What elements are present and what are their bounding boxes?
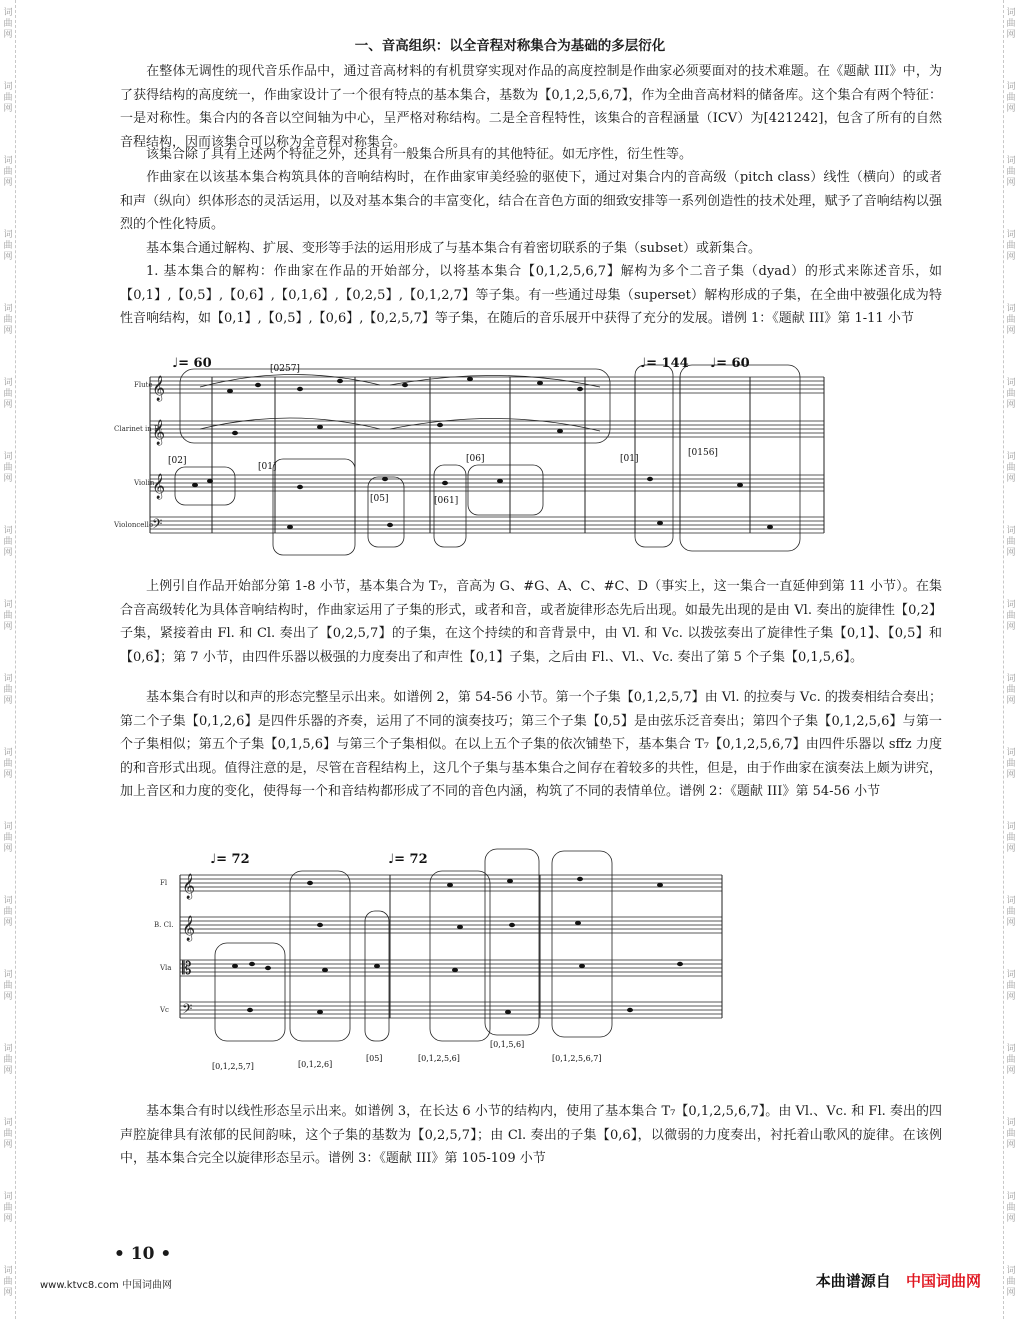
- watermark-group: [1, 970, 15, 1003]
- watermark-char: 曲: [3, 611, 13, 621]
- watermark-char: 网: [3, 326, 13, 336]
- watermark-char: 曲: [1006, 315, 1016, 325]
- watermark-char: 曲: [3, 981, 13, 991]
- watermark-group: [1004, 156, 1018, 189]
- watermark-char: 词: [3, 1118, 13, 1128]
- watermark-char: 网: [3, 474, 13, 484]
- watermark-char: 词: [1006, 1118, 1016, 1128]
- watermark-char: 词: [1006, 748, 1016, 758]
- watermark-char: 曲: [3, 167, 13, 177]
- watermark-group: [1, 304, 15, 337]
- watermark-char: 词: [3, 526, 13, 536]
- watermark-char: 曲: [1006, 241, 1016, 251]
- watermark-char: 词: [1006, 82, 1016, 92]
- watermark-group: [1, 822, 15, 855]
- label-061: [061]: [434, 496, 459, 506]
- watermark-char: 词: [3, 822, 13, 832]
- watermark-char: 曲: [1006, 759, 1016, 769]
- watermark-char: 词: [1006, 156, 1016, 166]
- watermark-char: 词: [3, 156, 13, 166]
- set-box-01b: [635, 365, 673, 547]
- footer-source: [816, 1270, 981, 1291]
- watermark-char: 网: [1006, 696, 1016, 706]
- watermark-group: [1004, 896, 1018, 929]
- label-06: [06]: [466, 454, 485, 464]
- watermark-char: 曲: [1006, 389, 1016, 399]
- watermark-char: 词: [1006, 674, 1016, 684]
- watermark-char: 曲: [3, 833, 13, 843]
- paragraph-3: 作曲家在以该基本集合构筑具体的音响结构时，在作曲家审美经验的驱使下，通过对集合内的音高级（pitch class）线性（横向）的或者和声（纵向）织体形态的灵活运用，以及对基本集合的丰富变化，结合在音色方面的细致安排等一系列创造性的技术处理，赋予了音响结构以强烈的个性化特质。: [120, 170, 942, 232]
- watermark-char: 词: [1006, 896, 1016, 906]
- label-05b: [05]: [366, 1054, 383, 1063]
- inst-bcl: B. Cl.: [154, 921, 174, 929]
- treble-clef-2: 𝄞: [152, 420, 166, 445]
- watermark-char: 曲: [3, 1277, 13, 1287]
- watermark-char: 网: [3, 844, 13, 854]
- watermark-char: 词: [3, 1192, 13, 1202]
- bass-clef: 𝄢: [152, 516, 163, 535]
- watermark-char: 曲: [1006, 981, 1016, 991]
- watermark-char: 网: [1006, 104, 1016, 114]
- watermark-char: 网: [3, 30, 13, 40]
- label-0156: [0156]: [688, 448, 718, 458]
- watermark-char: 词: [3, 8, 13, 18]
- watermark-char: 曲: [3, 463, 13, 473]
- watermark-char: 网: [3, 1288, 13, 1298]
- inst-vc: Vc: [160, 1006, 169, 1014]
- watermark-group: [1, 452, 15, 485]
- watermark-char: 曲: [3, 685, 13, 695]
- watermark-char: 词: [3, 748, 13, 758]
- treble-clef-3: 𝄞: [152, 474, 166, 499]
- set-box-01256: [430, 871, 490, 1041]
- watermark-char: 曲: [3, 19, 13, 29]
- watermark-char: 网: [1006, 178, 1016, 188]
- watermark-char: 词: [3, 896, 13, 906]
- vla-staff: [180, 960, 722, 976]
- watermark-group: [1, 526, 15, 559]
- watermark-char: 网: [1006, 1066, 1016, 1076]
- label-01257: [0,1,2,5,7]: [212, 1062, 254, 1071]
- watermark-char: 词: [3, 970, 13, 980]
- watermark-group: [1004, 378, 1018, 411]
- watermark-char: 词: [1006, 526, 1016, 536]
- watermark-group: [1004, 1266, 1018, 1299]
- watermark-group: [1, 674, 15, 707]
- watermark-char: 词: [3, 230, 13, 240]
- watermark-char: 曲: [1006, 685, 1016, 695]
- paragraph-8: 基本集合有时以线性形态呈示出来。如谱例 3，在长达 6 小节的结构内，使用了基本集合 T₇【0,1,2,5,6,7】。由 Vl.、Vc. 和 Fl. 奏出的四声腔旋律具有浓郁的民间韵味，这个子集的基数为【0,2,5,7】；由 Cl. 奏出的子集【0,6】，以微弱的力度奏出，衬托着山歌风的旋律。在该例中，基本集合完全以旋律形态呈示。谱例 3：《题献 III》第 105-109 小节: [120, 1104, 942, 1166]
- watermark-group: [1, 896, 15, 929]
- footer-site: www.ktvc8.com 中国词曲网: [40, 1280, 173, 1291]
- watermark-char: 词: [1006, 1266, 1016, 1276]
- watermark-char: 曲: [1006, 1203, 1016, 1213]
- flute-staff: [150, 377, 824, 393]
- watermark-char: 曲: [1006, 463, 1016, 473]
- paragraph-2: 该集合除了具有上述两个特征之外，还具有一般集合所具有的其他特征。如无序性，衍生性等。: [146, 147, 693, 162]
- watermark-group: [1, 230, 15, 263]
- label-02: [02]: [168, 456, 187, 466]
- set-box-05: [368, 477, 404, 547]
- watermark-char: 词: [1006, 1044, 1016, 1054]
- watermark-char: 网: [3, 770, 13, 780]
- watermark-group: [1, 378, 15, 411]
- page-number: • 10 •: [114, 1244, 172, 1264]
- watermark-char: 曲: [3, 93, 13, 103]
- label-0126: [0,1,2,6]: [298, 1060, 333, 1069]
- label-012567: [0,1,2,5,6,7]: [552, 1054, 602, 1063]
- inst-clarinet: Clarinet in B♭: [114, 425, 163, 433]
- watermark-group: [1004, 748, 1018, 781]
- watermark-char: 网: [1006, 400, 1016, 410]
- watermark-char: 网: [3, 178, 13, 188]
- watermark-char: 曲: [1006, 537, 1016, 547]
- set-box-0257: [180, 369, 610, 443]
- watermark-char: 网: [1006, 30, 1016, 40]
- watermark-char: 网: [1006, 252, 1016, 262]
- cello-staff: [150, 517, 824, 533]
- watermark-char: 词: [3, 674, 13, 684]
- watermark-char: 网: [3, 252, 13, 262]
- watermark-char: 词: [1006, 8, 1016, 18]
- watermark-char: 网: [3, 1140, 13, 1150]
- watermark-group: [1, 1044, 15, 1077]
- label-01b: [01]: [620, 454, 639, 464]
- footer-source-prefix: 本曲谱源自: [815, 1272, 891, 1290]
- watermark-group: [1, 748, 15, 781]
- watermark-char: 曲: [3, 241, 13, 251]
- watermark-char: 词: [3, 304, 13, 314]
- paragraph-4: 基本集合通过解构、扩展、变形等手法的运用形成了与基本集合有着密切联系的子集（subset）或新集合。: [146, 241, 761, 256]
- watermark-char: 网: [3, 992, 13, 1002]
- score-example-2: [154, 845, 730, 1075]
- inst-cello: Violoncello: [114, 521, 154, 529]
- alto-clef: 𝄡: [182, 959, 192, 979]
- watermark-char: 词: [1006, 822, 1016, 832]
- watermark-char: 词: [3, 600, 13, 610]
- set-box-01257: [215, 943, 285, 1041]
- set-box-06: [468, 465, 543, 515]
- tempo-a: ♩= 72: [210, 852, 250, 867]
- watermark-char: 网: [3, 918, 13, 928]
- watermark-char: 网: [3, 548, 13, 558]
- bass-clef-vc: 𝄢: [182, 1001, 193, 1020]
- treble-clef-fl: 𝄞: [182, 874, 196, 899]
- watermark-group: [1004, 1192, 1018, 1225]
- watermark-group: [1, 82, 15, 115]
- watermark-group: [1004, 1118, 1018, 1151]
- watermark-group: [1004, 526, 1018, 559]
- watermark-char: 曲: [1006, 907, 1016, 917]
- watermark-char: 词: [3, 1266, 13, 1276]
- watermark-char: 曲: [1006, 19, 1016, 29]
- watermark-char: 网: [1006, 1140, 1016, 1150]
- watermark-group: [1, 1192, 15, 1225]
- watermark-group: [1, 600, 15, 633]
- watermark-char: 网: [1006, 992, 1016, 1002]
- watermark-group: [1004, 600, 1018, 633]
- set-box-0126: [290, 871, 350, 1041]
- watermark-group: [1004, 970, 1018, 1003]
- watermark-group: [1004, 82, 1018, 115]
- set-box-02: [175, 467, 235, 505]
- paragraph-7: 基本集合有时以和声的形态完整呈示出来。如谱例 2，第 54-56 小节。第一个子集【0,1,2,5,7】由 Vl. 的拉奏与 Vc. 的拨奏相结合奏出；第二个子集【0,1,2,6】是四件乐器的齐奏，运用了不同的演奏技巧；第三个子集【0,5】是由弦乐泛音奏出；第四个子集【0,1,2,5,6】与第一个子集相似；第五个子集【0,1,5,6】与第三个子集相似。在以上五个子集的依次铺垫下，基本集合 T₇【0,1,2,5,6,7】由四件乐器以 sffz 力度的和音形式出现。值得注意的是，尽管在音程结构上，这几个子集与基本集合之间存在着较多的共性，但是，由于作曲家在演奏法上颇为讲究，加上音区和力度的变化，使得每一个和音结构都形成了不同的音色内涵，构筑了不同的表情单位。谱例 2：《题献 III》第 54-56 小节: [120, 690, 942, 799]
- watermark-char: 网: [3, 1214, 13, 1224]
- watermark-char: 词: [1006, 600, 1016, 610]
- label-0257: [0257]: [270, 364, 300, 374]
- section-title: 一、音高组织：以全音程对称集合为基础的多层衍化: [354, 38, 666, 54]
- tempo-3: ♩= 60: [710, 356, 750, 371]
- watermark-char: 曲: [1006, 93, 1016, 103]
- treble-clef-bcl: 𝄞: [182, 916, 196, 941]
- watermark-char: 词: [3, 378, 13, 388]
- watermark-char: 网: [3, 696, 13, 706]
- watermark-char: 曲: [1006, 1129, 1016, 1139]
- watermark-char: 词: [3, 1044, 13, 1054]
- watermark-char: 词: [1006, 378, 1016, 388]
- footer-source-name[interactable]: 中国词曲网: [905, 1272, 981, 1290]
- tempo-2: ♩= 144: [640, 356, 689, 371]
- violin-staff: [150, 475, 824, 491]
- score-example-1: [114, 355, 830, 565]
- watermark-char: 曲: [3, 1203, 13, 1213]
- watermark-group: [1004, 1044, 1018, 1077]
- watermark-char: 曲: [3, 537, 13, 547]
- watermark-char: 网: [1006, 326, 1016, 336]
- paragraph-5: 1. 基本集合的解构：作曲家在作品的开始部分，以将基本集合【0,1,2,5,6,7】解构为多个二音子集（dyad）的形式来陈述音乐，如【0,1】,【0,5】,【0,6】,【0,1,6】,【0,2,5】,【0,1,2,7】等子集。有一些通过母集（superset）解构形成的子集，在全曲中被强化成为特性音响结构，如【0,1】,【0,5】,【0,6】,【0,2,5,7】等子集，在随后的音乐展开中获得了充分的发展。谱例 1：《题献 III》第 1-11 小节: [120, 264, 942, 326]
- watermark-group: [1004, 822, 1018, 855]
- watermark-char: 网: [1006, 770, 1016, 780]
- inst-flute: Flute: [134, 381, 153, 389]
- score-1-svg: [114, 355, 830, 565]
- watermark-group: [1, 156, 15, 189]
- watermark-char: 曲: [3, 1129, 13, 1139]
- tempo-1: ♩= 60: [172, 356, 212, 371]
- watermark-char: 网: [1006, 1288, 1016, 1298]
- watermark-char: 网: [1006, 548, 1016, 558]
- set-box-061: [434, 465, 466, 547]
- watermark-char: 曲: [1006, 833, 1016, 843]
- right-watermark-strip: [1003, 0, 1018, 1319]
- watermark-char: 曲: [1006, 611, 1016, 621]
- watermark-char: 词: [1006, 304, 1016, 314]
- watermark-char: 词: [3, 452, 13, 462]
- watermark-group: [1004, 452, 1018, 485]
- watermark-char: 词: [1006, 1192, 1016, 1202]
- label-05: [05]: [370, 494, 389, 504]
- label-01: [01]: [258, 462, 277, 472]
- watermark-group: [1004, 230, 1018, 263]
- watermark-char: 网: [3, 400, 13, 410]
- watermark-char: 网: [1006, 918, 1016, 928]
- watermark-char: 曲: [3, 315, 13, 325]
- watermark-char: 网: [1006, 474, 1016, 484]
- watermark-group: [1004, 304, 1018, 337]
- label-0156b: [0,1,5,6]: [490, 1040, 525, 1049]
- left-watermark-strip: [1, 0, 16, 1319]
- set-box-0156: [485, 849, 539, 1035]
- watermark-group: [1, 1118, 15, 1151]
- watermark-group: [1, 8, 15, 41]
- watermark-group: [1004, 674, 1018, 707]
- paragraph-1: 在整体无调性的现代音乐作品中，通过音高材料的有机贯穿实现对作品的高度控制是作曲家必须要面对的技术难题。在《题献 III》中，为了获得结构的高度统一，作曲家设计了一个很有特点的基本集合，基数为【0,1,2,5,6,7】，作为全曲音高材料的储备库。这个集合有两个特征：一是对称性。集合内的各音以空间轴为中心，呈严格对称结构。二是全音程特性，该集合的音程涵量（ICV）为[421242]，包含了所有的自然音程结构，因而该集合可以称为全音程对称集合。: [120, 64, 942, 150]
- watermark-char: 网: [1006, 622, 1016, 632]
- watermark-char: 词: [1006, 452, 1016, 462]
- label-01256: [0,1,2,5,6]: [418, 1054, 460, 1063]
- watermark-char: 词: [3, 82, 13, 92]
- watermark-char: 词: [1006, 230, 1016, 240]
- watermark-char: 网: [3, 1066, 13, 1076]
- watermark-char: 词: [1006, 970, 1016, 980]
- watermark-char: 曲: [3, 759, 13, 769]
- tempo-b: ♩= 72: [388, 852, 428, 867]
- watermark-char: 网: [1006, 1214, 1016, 1224]
- watermark-char: 网: [3, 622, 13, 632]
- bcl-staff: [180, 917, 722, 933]
- score-2-svg: [154, 845, 730, 1075]
- inst-violin: Violin: [134, 479, 155, 487]
- inst-fl: Fl: [160, 879, 168, 887]
- watermark-char: 曲: [3, 1055, 13, 1065]
- clarinet-staff: [150, 421, 824, 437]
- watermark-char: 曲: [3, 907, 13, 917]
- watermark-char: 网: [1006, 844, 1016, 854]
- paragraph-6: 上例引自作品开始部分第 1-8 小节，基本集合为 T₇，音高为 G、#G、A、C、#C、D（事实上，这一集合一直延伸到第 11 小节）。在集合音高级转化为具体音响结构时，作曲家运用了子集的形式，或者和音，或者旋律形态先后出现。如最先出现的是由 Vl. 奏出的旋律性【0,2】子集，紧接着由 Fl. 和 Cl. 奏出了【0,2,5,7】的子集，在这个持续的和音背景中，由 Vl. 和 Vc. 以拨弦奏出了旋律性子集【0,1】、【0,5】和【0,6】；第 7 小节，由四件乐器以极强的力度奏出了和声性【0,1】子集，之后由 Fl.、Vl.、Vc. 奏出了第 5 个子集【0,1,5,6】。: [120, 579, 942, 665]
- watermark-char: 网: [3, 104, 13, 114]
- watermark-group: [1004, 8, 1018, 41]
- watermark-char: 曲: [1006, 1055, 1016, 1065]
- inst-vla: Vla: [160, 964, 172, 972]
- watermark-group: [1, 1266, 15, 1299]
- treble-clef-1: 𝄞: [152, 376, 166, 401]
- watermark-char: 曲: [1006, 167, 1016, 177]
- watermark-char: 曲: [3, 389, 13, 399]
- vc-staff: [180, 1002, 722, 1018]
- set-box-01a: [273, 459, 355, 555]
- watermark-char: 曲: [1006, 1277, 1016, 1287]
